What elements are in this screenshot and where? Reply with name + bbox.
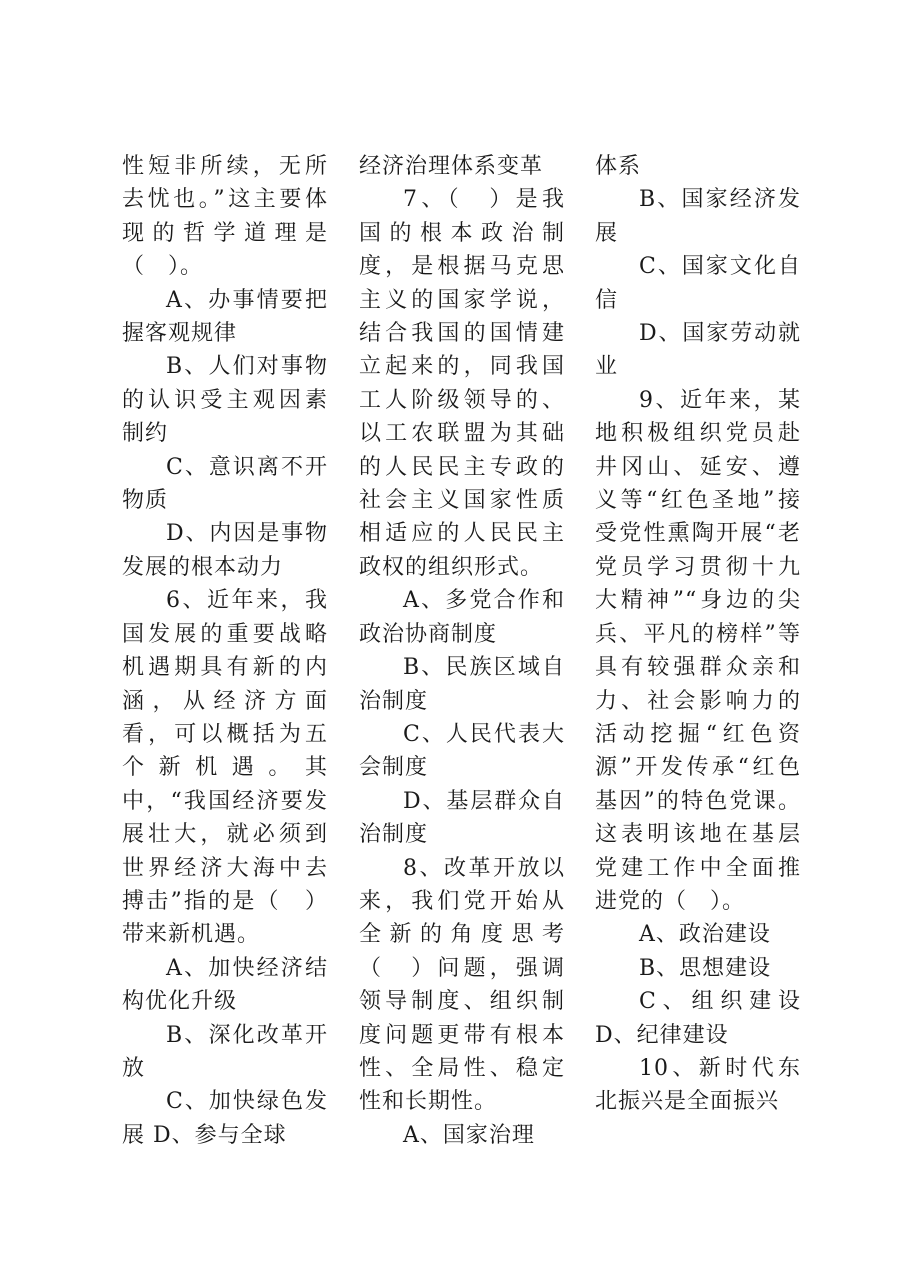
paragraph: A、国家治理 (403, 1122, 535, 1148)
paragraph: B、人们对事物的认识受主观因素制约 (122, 354, 328, 447)
paragraph: C、加快绿色发展 D、参与全球 (122, 1089, 328, 1148)
paragraph: A、办事情要把握客观规律 (122, 287, 328, 347)
text-column-3 (595, 150, 801, 1119)
paragraph: A、政治建设 (639, 922, 771, 948)
paragraph: 性短非所续，无所去忧也。”这主要体现的哲学道理是（ ）。 (122, 154, 328, 280)
paragraph: C、人民代表大会制度 (359, 721, 565, 781)
paragraph: D、内因是事物发展的根本动力 (122, 521, 328, 580)
paragraph: C、国家文化自信 (595, 254, 801, 313)
paragraph: 经济治理体系变革 (359, 154, 544, 179)
paragraph: 体系 (595, 154, 642, 179)
paragraph: B、思想建设 (639, 955, 772, 981)
paragraph: C、组织建设 D、纪律建设 (595, 989, 801, 1048)
text-column-1 (122, 150, 328, 1152)
paragraph: A、多党合作和政治协商制度 (359, 588, 565, 647)
paragraph: D、基层群众自治制度 (359, 788, 565, 848)
paragraph: A、加快经济结构优化升级 (122, 955, 328, 1015)
paragraph: 8、改革开放以来，我们党开始从全新的角度思考（ ）问题，强调领导制度、组织制度问题更带有根本性、全局性、稳定性和长期性。 (359, 855, 565, 1115)
paragraph: 9、近年来，某地积极组织党员赴井冈山、延安、遵义等“红色圣地”接受党性熏陶开展“老党员学习贯彻十九大精神”“身边的尖兵、平凡的榜样”等具有较强群众亲和力、社会影响力的活动挖掘“红色资源”开发传承“红色基因”的特色党课。这表明该地在基层党建工作中全面推进党的（ ）。 (595, 387, 801, 914)
paragraph: 7、（ ）是我国的根本政治制度，是根据马克思主义的国家学说，结合我国的国情建立起来的，同我国工人阶级领导的、以工农联盟为其础的人民民主专政的社会主义国家性质相适应的人民民主政权的组织形式。 (359, 187, 565, 580)
paragraph: B、民族区域自治制度 (359, 655, 565, 714)
paragraph: 6、近年来，我国发展的重要战略机遇期具有新的内涵，从经济方面看，可以概括为五个新机遇。其中，“我国经济要发展壮大，就必须到世界经济大海中去搏击”指的是（ ）带来新机遇。 (122, 588, 328, 948)
paragraph: B、国家经济发展 (595, 187, 801, 246)
paragraph: 10、新时代东北振兴是全面振兴 (595, 1055, 801, 1115)
paragraph: C、意识离不开物质 (122, 454, 328, 514)
paragraph: D、国家劳动就业 (595, 321, 801, 380)
paragraph: B、深化改革开放 (122, 1022, 328, 1081)
text-column-2 (359, 150, 565, 1152)
